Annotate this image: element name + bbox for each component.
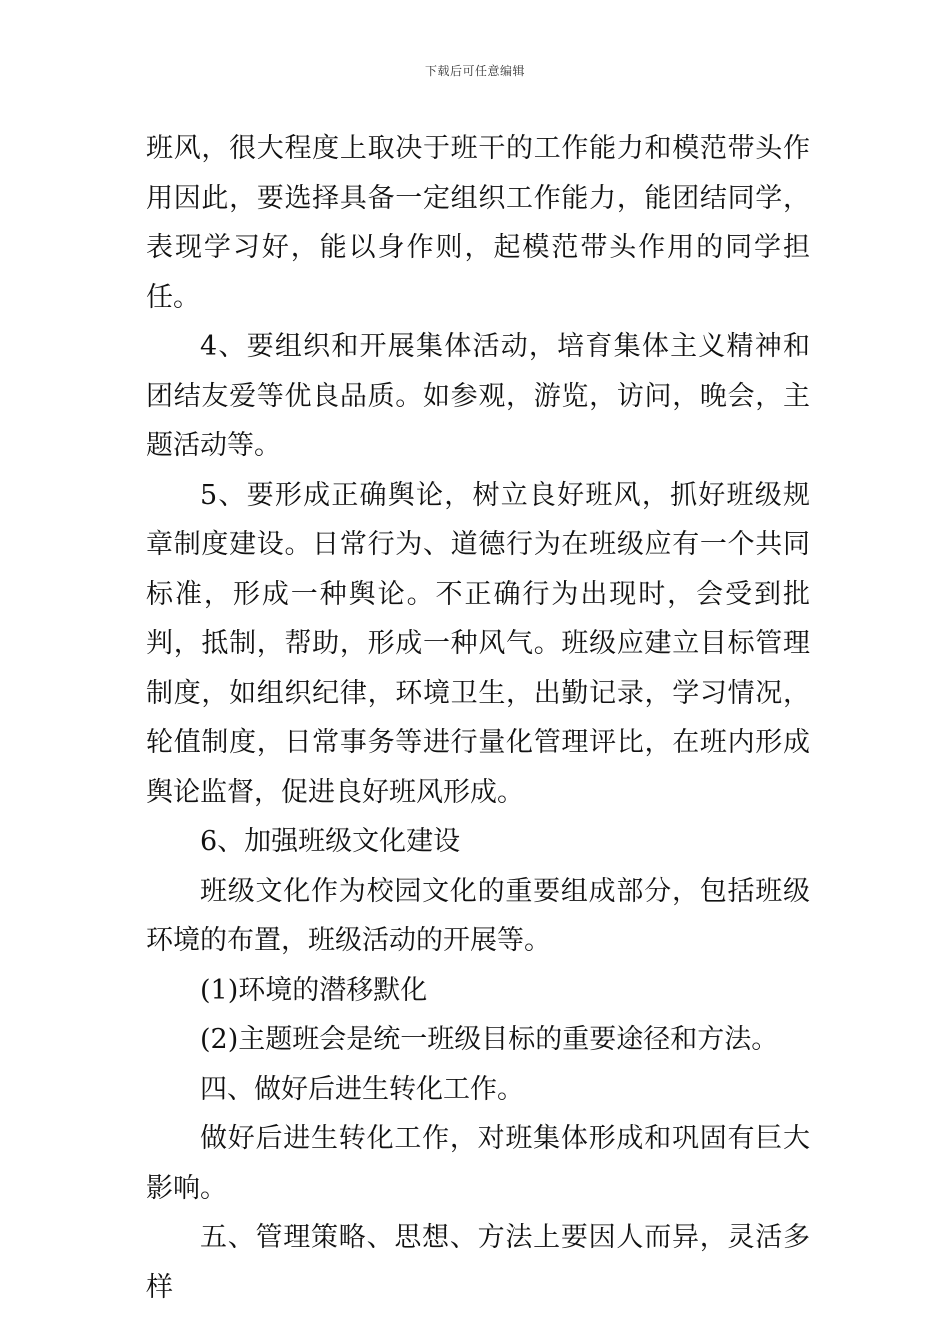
paragraph-5: 班级文化作为校园文化的重要组成部分，包括班级环境的布置，班级活动的开展等。: [146, 875, 810, 956]
paragraph-2: 4、要组织和开展集体活动，培育集体主义精神和团结友爱等优良品质。如参观，游览，访问，晚会，主题活动等。: [146, 331, 810, 461]
paragraph-9: 做好后进生转化工作，对班集体形成和巩固有巨大影响。: [146, 1123, 810, 1204]
paragraph-4: 6、加强班级文化建设: [200, 826, 461, 857]
paragraph-8: 四、做好后进生转化工作。: [200, 1073, 524, 1105]
paragraph-10: 五、管理策略、思想、方法上要因人而异，灵活多样: [146, 1222, 810, 1303]
paragraph-6: (1)环境的潜移默化: [200, 974, 428, 1006]
paragraph-3: 5、要形成正确舆论，树立良好班风，抓好班级规章制度建设。日常行为、道德行为在班级应有一个共同标准，形成一种舆论。不正确行为出现时，会受到批判，抵制，帮助，形成一种风气。班级应建立目标管理制度，如组织纪律，环境卫生，出勤记录，学习情况，轮值制度，日常事务等进行量化管理评比，在班内形成舆论监督，促进良好班风形成。: [146, 479, 810, 808]
document-body: [146, 124, 810, 1312]
page-header: 下载后可任意编辑: [424, 64, 525, 78]
paragraph-1: 班风，很大程度上取决于班干的工作能力和模范带头作用因此，要选择具备一定组织工作能力，能团结同学，表现学习好，能以身作则，起模范带头作用的同学担任。: [146, 133, 810, 313]
paragraph-7: (2)主题班会是统一班级目标的重要途径和方法。: [200, 1024, 779, 1055]
